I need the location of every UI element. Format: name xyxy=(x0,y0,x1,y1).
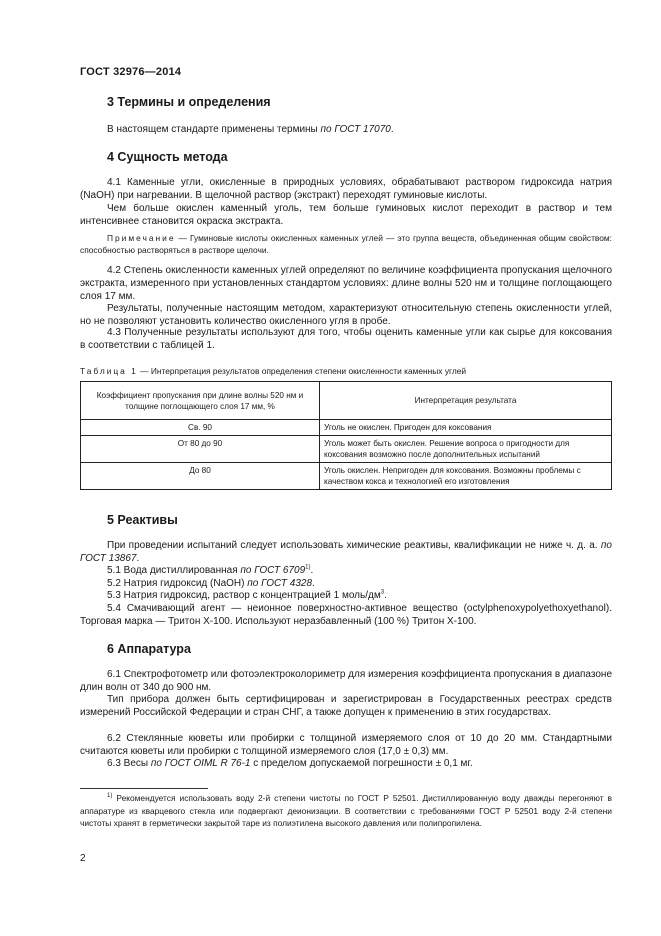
table-caption: Таблица 1 — Интерпретация результатов определения степени окисленности каменных углей xyxy=(80,366,467,376)
table-cell-interpretation: Уголь может быть окислен. Решение вопроса о пригодности для коксования возможно после дополнительных испытаний xyxy=(320,436,612,463)
clause-5-4: 5.4 Смачивающий агент — неионное поверхностно-активное вещество (octylphenoxypolyethoxyethanol). Торговая марка — Тритон Х-100. Используют неразбавленный (100 %) Тритон Х-100. xyxy=(80,603,612,627)
section-3-paragraph: В настоящем стандарте применены термины по ГОСТ 17070. xyxy=(107,124,394,135)
section-4-title: 4 Сущность метода xyxy=(107,150,228,164)
clause-4-1: 4.1 Каменные угли, окисленные в природных условиях, обрабатывают раствором гидроксида натрия (NaOH) при нагревании. В щелочной раствор (экстракт) переходят гуминовые кислоты. xyxy=(80,177,612,201)
table-cell-interpretation: Уголь не окислен. Пригоден для коксования xyxy=(320,420,612,436)
footnote-marker: 1) xyxy=(107,793,113,800)
page-number: 2 xyxy=(80,853,86,864)
table-cell-value: От 80 до 90 xyxy=(81,436,320,463)
standard-reference: по ГОСТ 4328 xyxy=(247,578,313,589)
clause-6-2: 6.2 Стеклянные кюветы или пробирки с толщиной измеряемого слоя от 10 до 20 мм. Стандартными считаются кюветы или пробирки с толщиной измеряемого слоя (17,0 ± 0,3) мм. xyxy=(80,733,612,757)
section-3-title: 3 Термины и определения xyxy=(107,95,271,109)
table-row xyxy=(81,420,612,436)
section-6-title: 6 Аппаратура xyxy=(107,642,191,656)
table-cell-value: Св. 90 xyxy=(81,420,320,436)
table-row xyxy=(81,463,612,490)
table-cell-value: До 80 xyxy=(81,463,320,490)
standard-reference: по ГОСТ OIML R 76-1 xyxy=(150,758,251,769)
clause-6-1: 6.1 Спектрофотометр или фотоэлектроколориметр для измерения коэффициента пропускания в диапазоне длин волн от 340 до 900 нм. xyxy=(80,669,612,693)
standard-reference: по ГОСТ 17070 xyxy=(320,124,391,135)
table-header-interpretation: Интерпретация результата xyxy=(320,382,612,420)
interpretation-table xyxy=(80,381,612,490)
section-5-title: 5 Реактивы xyxy=(107,513,178,527)
clause-5-1: 5.1 Вода дистиллированная по ГОСТ 6709$^{1)}$. xyxy=(107,564,314,576)
document-number: ГОСТ 32976—2014 xyxy=(80,66,182,78)
clause-4-2-continued: Результаты, полученные настоящим методом, характеризуют относительную степень окисленности углей, но не позволяют установить количество окисленного угля в пробе. xyxy=(80,303,612,327)
standard-reference: по ГОСТ 13867 xyxy=(80,540,612,564)
standard-reference: по ГОСТ 6709 xyxy=(240,565,306,576)
footnote-marker: 1) xyxy=(305,564,311,571)
table-cell-interpretation: Уголь окислен. Непригоден для коксования. Возможны проблемы с качеством кокса и технологией его изготовления xyxy=(320,463,612,490)
clause-5-3: 5.3 Натрия гидроксид, раствор с концентрацией 1 моль/$дм^3$. xyxy=(107,589,387,601)
note-label: Примечание xyxy=(107,233,176,243)
clause-6-3: 6.3 Весы по ГОСТ OIML R 76-1 с пределом допускаемой погрешности ± 0,1 мг. xyxy=(107,758,473,769)
clause-5-2: 5.2 Натрия гидроксид (NaOH) по ГОСТ 4328. xyxy=(107,578,315,589)
note: Примечание — Гуминовые кислоты окисленных каменных углей — это группа веществ, объединенная общим свойством: способностью растворяться в растворе щелочи. xyxy=(80,233,612,255)
table-header-transmittance: Коэффициент пропускания при длине волны 520 нм и толщине поглощающего слоя 17 мм, % xyxy=(81,382,320,420)
clause-4-1-continued: Чем больше окислен каменный уголь, тем больше гуминовых кислот переходит в раствор и тем интенсивнее становится окраска экстракта. xyxy=(80,203,612,227)
clause-4-3: 4.3 Полученные результаты используют для того, чтобы оценить каменные угли как сырье для коксования в соответствии с таблицей 1. xyxy=(80,327,612,351)
footnote-divider xyxy=(80,788,208,789)
clause-6-1-continued: Тип прибора должен быть сертифицирован и зарегистрирован в Государственных реестрах средств измерений Российской Федерации и стран СНГ, а также допущен к применению в этих государствах. xyxy=(80,694,612,718)
table-row xyxy=(81,436,612,463)
section-5-paragraph: При проведении испытаний следует использовать химические реактивы, квалификации не ниже ч. д. а. по ГОСТ 13867. xyxy=(80,540,612,564)
footnote: $^{1)}$ Рекомендуется использовать воду 2-й степени чистоты по ГОСТ Р 52501. Дистиллированную воду дважды перегоняют в аппаратуре из кварцевого стекла или подвергают деионизации. В соответствии с требованиями ГОСТ Р 52501 воду 2-й степени чистоты хранят в герметически закрытой таре из полиэтилена высокого давления или полипропилена. xyxy=(80,793,612,828)
clause-4-2: 4.2 Степень окисленности каменных углей определяют по величине коэффициента пропускания щелочного экстракта, измеренного при установленных стандартом условиях: длине волны 520 нм и толщине поглощающего слоя 17 мм. xyxy=(80,265,612,302)
